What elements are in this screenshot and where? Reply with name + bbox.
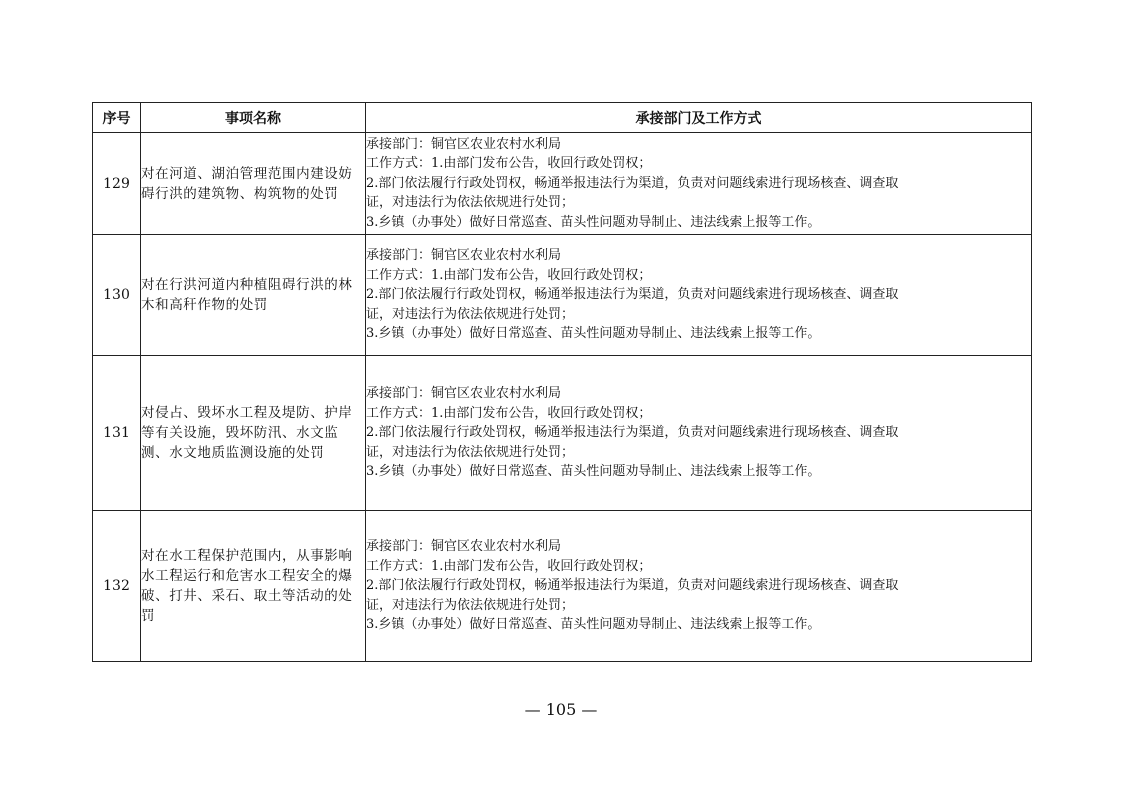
dept-line: 承接部门：铜官区农业农村水利局 bbox=[366, 386, 562, 402]
row-number: 132 bbox=[93, 511, 141, 662]
method-line-3: 3.乡镇（办事处）做好日常巡查、苗头性问题劝导制止、违法线索上报等工作。 bbox=[366, 326, 821, 342]
row-number: 130 bbox=[93, 235, 141, 356]
header-name: 事项名称 bbox=[141, 103, 366, 133]
table-row bbox=[93, 356, 1032, 511]
table-header bbox=[93, 103, 1032, 133]
method-line-2b: 证，对违法行为依法依规进行处罚； bbox=[366, 306, 575, 322]
method-line-2b: 证，对违法行为依法依规进行处罚； bbox=[366, 195, 575, 211]
matter-name: 对在水工程保护范围内，从事影响水工程运行和危害水工程安全的爆破、打井、采石、取土等活动的处罚 bbox=[141, 511, 366, 662]
dept-line: 承接部门：铜官区农业农村水利局 bbox=[366, 248, 562, 264]
method-line-2a: 2.部门依法履行行政处罚权，畅通举报违法行为渠道，负责对问题线索进行现场核查、调查取 bbox=[366, 578, 899, 594]
method-line-1: 工作方式：1.由部门发布公告，收回行政处罚权； bbox=[366, 405, 652, 421]
dept-method-cell bbox=[366, 235, 1032, 356]
method-line-2b: 证，对违法行为依法依规进行处罚； bbox=[366, 597, 575, 613]
method-line-2a: 2.部门依法履行行政处罚权，畅通举报违法行为渠道，负责对问题线索进行现场核查、调查取 bbox=[366, 425, 899, 441]
method-line-2b: 证，对违法行为依法依规进行处罚； bbox=[366, 444, 575, 460]
method-line-3: 3.乡镇（办事处）做好日常巡查、苗头性问题劝导制止、违法线索上报等工作。 bbox=[366, 214, 821, 230]
row-number: 129 bbox=[93, 133, 141, 235]
method-line-2a: 2.部门依法履行行政处罚权，畅通举报违法行为渠道，负责对问题线索进行现场核查、调查取 bbox=[366, 287, 899, 303]
dept-method-cell bbox=[366, 511, 1032, 662]
dept-line: 承接部门：铜官区农业农村水利局 bbox=[366, 539, 562, 555]
matter-name: 对侵占、毁坏水工程及堤防、护岸等有关设施，毁坏防汛、水文监测、水文地质监测设施的处罚 bbox=[141, 356, 366, 511]
table-row bbox=[93, 133, 1032, 235]
dept-method-cell bbox=[366, 356, 1032, 511]
method-line-3: 3.乡镇（办事处）做好日常巡查、苗头性问题劝导制止、违法线索上报等工作。 bbox=[366, 464, 821, 480]
method-line-1: 工作方式：1.由部门发布公告，收回行政处罚权； bbox=[366, 156, 652, 172]
matter-name: 对在行洪河道内种植阻碍行洪的林木和高秆作物的处罚 bbox=[141, 235, 366, 356]
dept-method-cell bbox=[366, 133, 1032, 235]
header-method: 承接部门及工作方式 bbox=[366, 103, 1032, 133]
page-number: — 105 — bbox=[524, 700, 598, 719]
table-row bbox=[93, 235, 1032, 356]
method-line-1: 工作方式：1.由部门发布公告，收回行政处罚权； bbox=[366, 267, 652, 283]
matters-table bbox=[92, 102, 1032, 662]
matter-name: 对在河道、湖泊管理范围内建设妨碍行洪的建筑物、构筑物的处罚 bbox=[141, 133, 366, 235]
dept-line: 承接部门：铜官区农业农村水利局 bbox=[366, 136, 562, 152]
method-line-3: 3.乡镇（办事处）做好日常巡查、苗头性问题劝导制止、违法线索上报等工作。 bbox=[366, 617, 821, 633]
header-no: 序号 bbox=[93, 103, 141, 133]
table-row bbox=[93, 511, 1032, 662]
row-number: 131 bbox=[93, 356, 141, 511]
method-line-2a: 2.部门依法履行行政处罚权，畅通举报违法行为渠道，负责对问题线索进行现场核查、调查取 bbox=[366, 175, 899, 191]
method-line-1: 工作方式：1.由部门发布公告，收回行政处罚权； bbox=[366, 558, 652, 574]
